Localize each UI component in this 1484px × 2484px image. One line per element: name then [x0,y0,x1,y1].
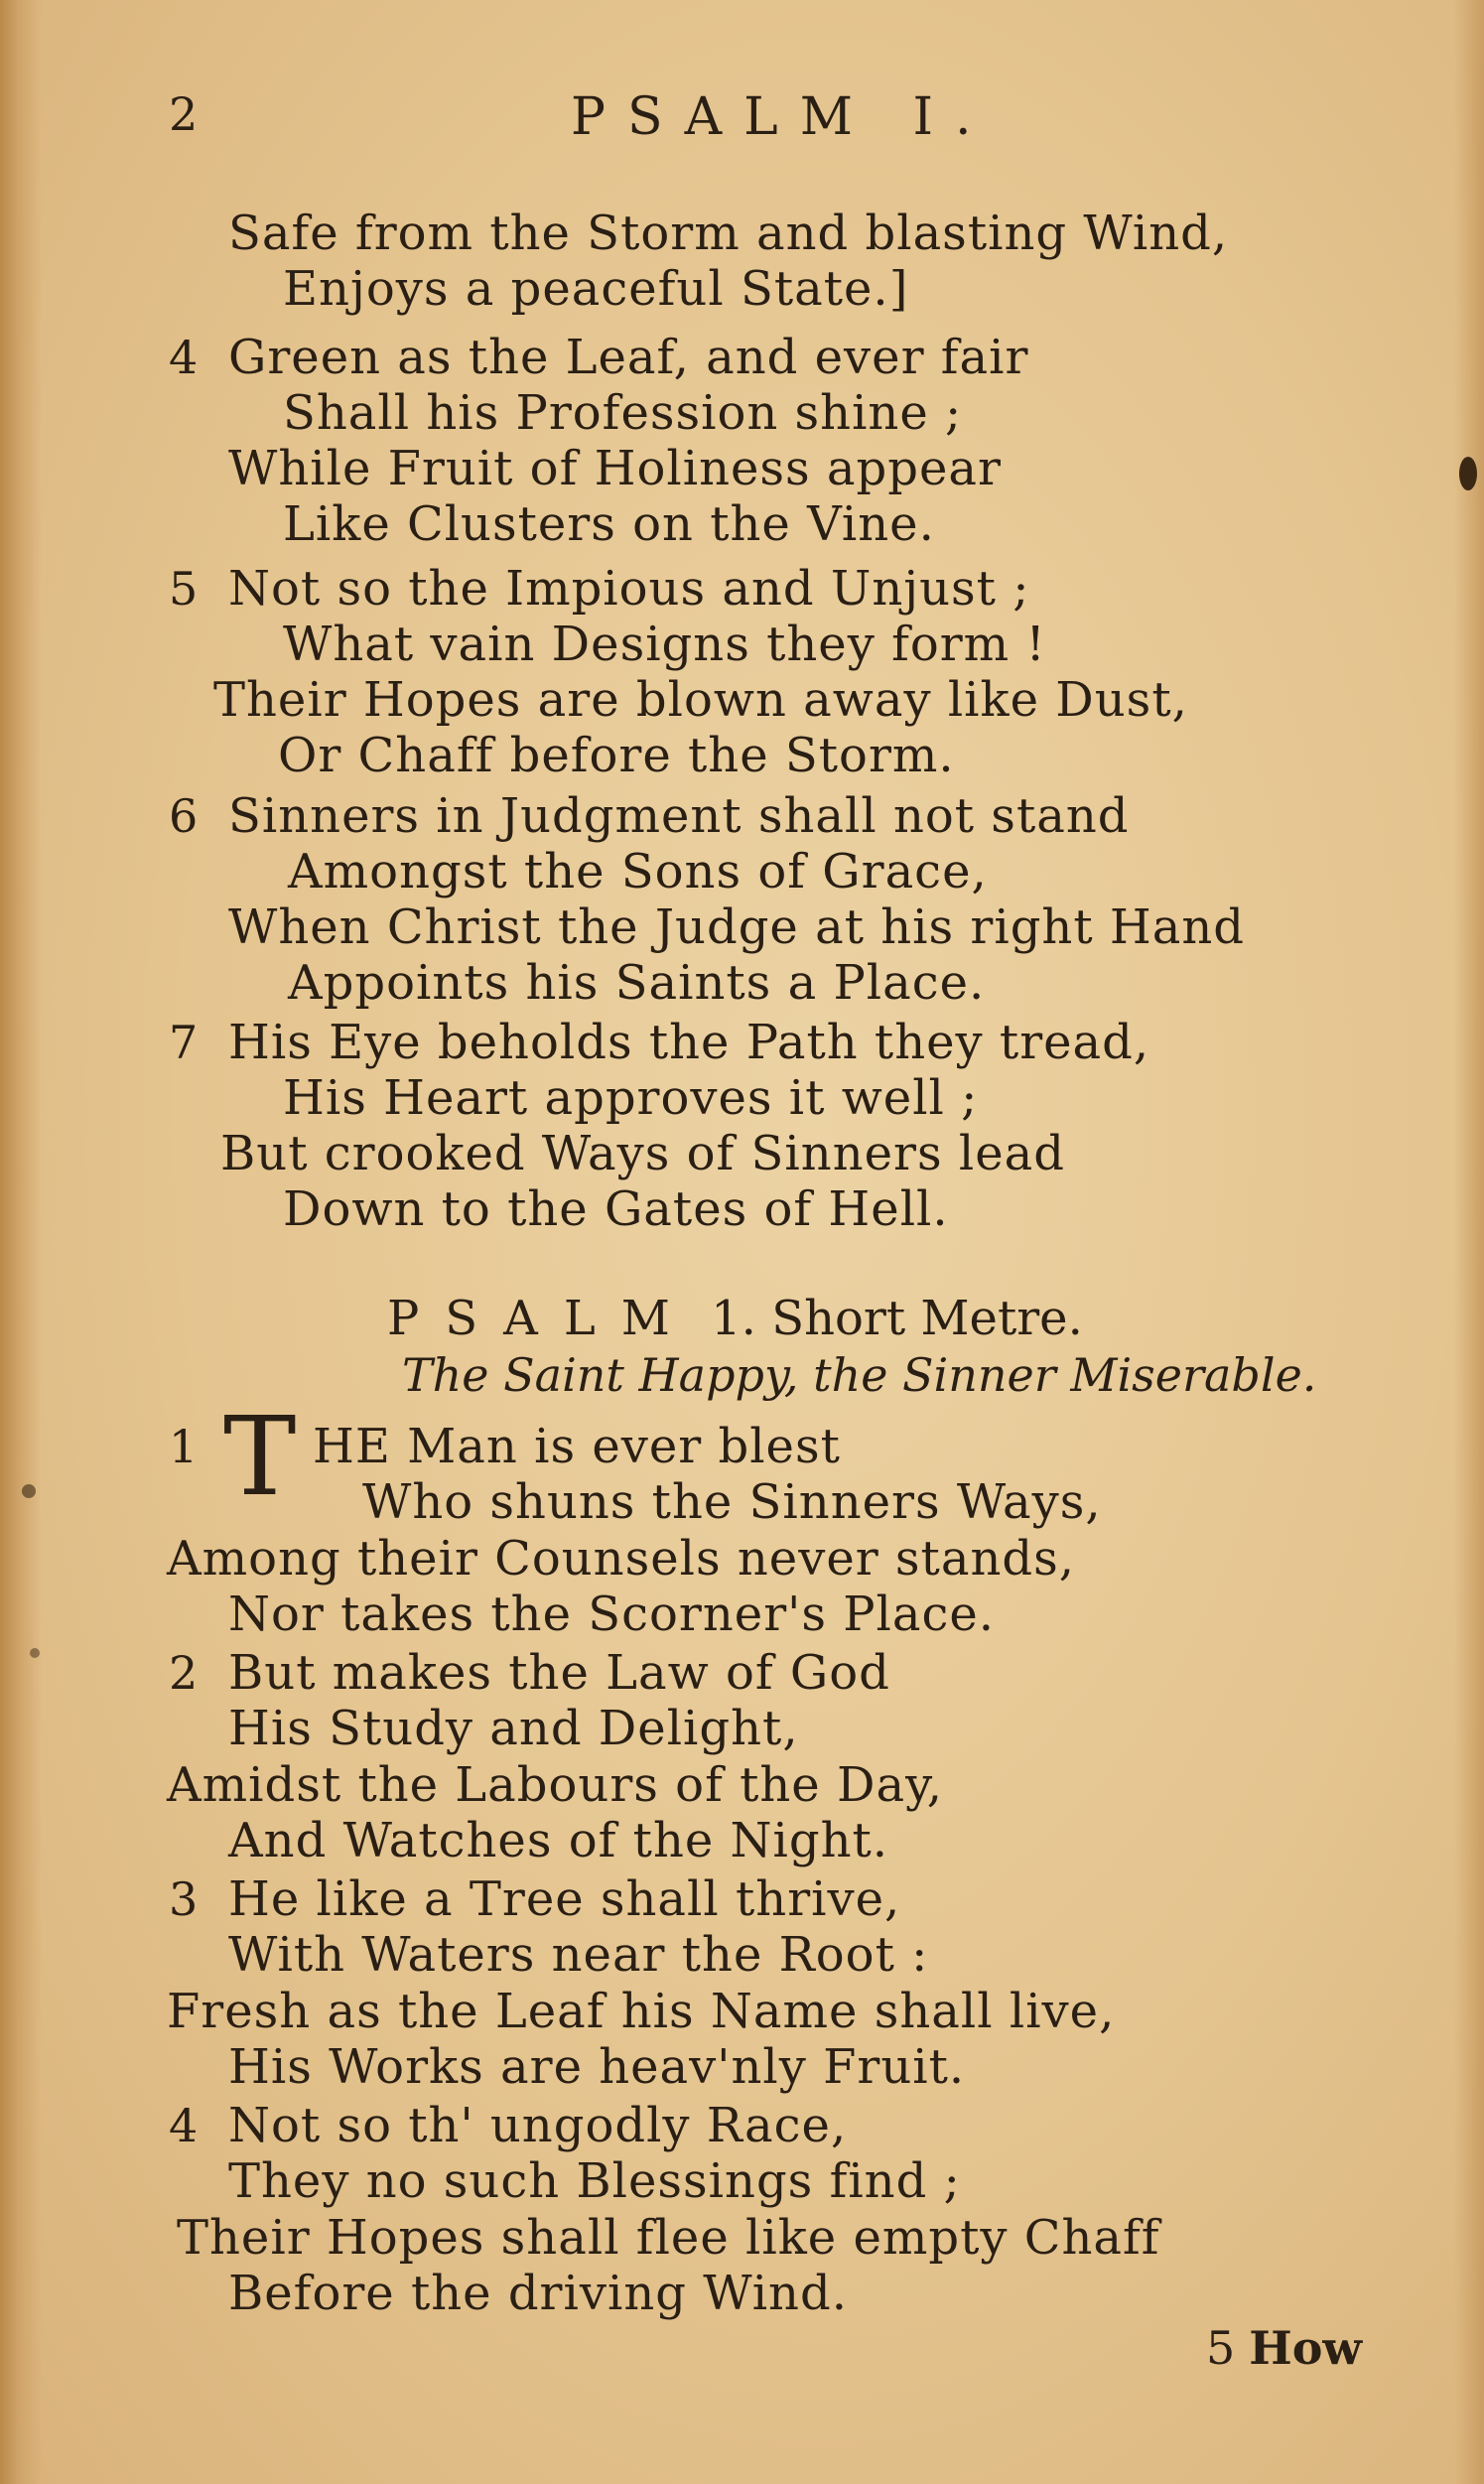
page-edge-left [0,0,42,2484]
verse-line: Enjoys a peaceful State.] [283,261,909,317]
verse-line: Nor takes the Scorner's Place. [228,1587,996,1642]
verse-line: HE Man is ever blest [313,1419,841,1474]
verse-number: 2 [169,1646,199,1700]
verse-line: What vain Designs they form ! [283,617,1046,672]
verse-number: 4 [169,2099,199,2152]
drop-cap: T [223,1393,297,1520]
verse-number: 3 [169,1872,199,1926]
verse-line: Amongst the Sons of Grace, [288,844,988,899]
page-number: 2 [169,87,201,141]
verse-line: While Fruit of Holiness appear [228,441,1002,496]
catchword-text: How [1249,2321,1363,2375]
verse-line: Like Clusters on the Vine. [283,496,935,552]
page-header [0,87,1484,167]
page-edge-right [1454,0,1484,2484]
verse-number: 1 [169,1420,199,1473]
psalm-heading [387,1289,1083,1348]
verse-line: They no such Blessings find ; [228,2153,961,2209]
verse-line: Not so th' ungodly Race, [228,2098,848,2153]
verse-line: His Study and Delight, [228,1701,799,1756]
verse-number: 6 [169,789,199,843]
verse-line: With Waters near the Root : [228,1927,929,1983]
psalm-heading-metre: 1. Short Metre. [711,1291,1083,1346]
verse-line: Amidst the Labours of the Day, [167,1757,944,1813]
verse-line: Sinners in Judgment shall not stand [228,788,1130,844]
verse-line: Shall his Profession shine ; [283,385,963,441]
psalm-heading-word: PSALM [387,1291,696,1346]
psalm-subtitle: The Saint Happy, the Sinner Miserable. [402,1348,1317,1402]
verse-line: Safe from the Storm and blasting Wind, [228,206,1229,261]
ink-speck [1459,457,1477,490]
verse-line: Among their Counsels never stands, [167,1531,1075,1587]
verse-line: His Eye beholds the Path they tread, [228,1015,1150,1070]
verse-line: When Christ the Judge at his right Hand [228,899,1246,955]
verse-line: He like a Tree shall thrive, [228,1871,901,1927]
verse-line: Not so the Impious and Unjust ; [228,561,1030,617]
verse-line: His Heart approves it well ; [283,1070,979,1126]
verse-line: But crooked Ways of Sinners lead [220,1126,1065,1181]
verse-line: Down to the Gates of Hell. [283,1181,949,1237]
verse-line: But makes the Law of God [228,1645,890,1701]
verse-line: Or Chaff before the Storm. [278,728,955,783]
catchword-verse-number: 5 [1206,2321,1236,2375]
verse-line: Fresh as the Leaf his Name shall live, [167,1984,1116,2039]
verse-line: Appoints his Saints a Place. [288,955,986,1011]
catchword [1206,2321,1362,2375]
verse-line: Their Hopes are blown away like Dust, [213,672,1188,728]
verse-line: Their Hopes shall flee like empty Chaff [177,2210,1160,2266]
verse-line: His Works are heav'nly Fruit. [228,2039,966,2095]
verse-number: 5 [169,562,199,616]
verse-line: Green as the Leaf, and ever fair [228,330,1029,385]
running-title: PSALM I. [571,87,994,147]
ink-speck [30,1648,40,1658]
verse-line: Who shuns the Sinners Ways, [362,1474,1102,1530]
verse-number: 7 [169,1016,199,1069]
verse-line: And Watches of the Night. [228,1813,889,1868]
ink-speck [22,1484,36,1498]
verse-line: Before the driving Wind. [228,2266,848,2321]
verse-number: 4 [169,331,199,384]
